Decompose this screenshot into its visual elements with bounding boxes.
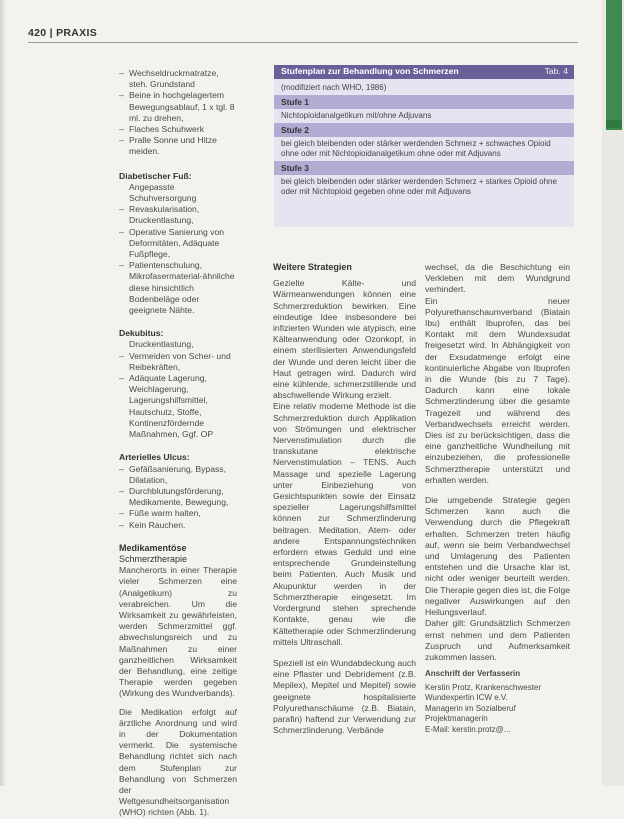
list-item: – Operative Sanierung von Deformitäten, Adäquate Fußpflege,	[119, 227, 237, 261]
list-item: – Füße warm halten,	[119, 508, 237, 519]
info-box-tab-label: Tab. 4	[544, 66, 568, 76]
column-right	[425, 262, 570, 735]
info-box-pain-stages	[274, 65, 574, 227]
list-item: – Pralle Sonne und Hitze meiden.	[119, 135, 237, 157]
page-shadow	[0, 0, 6, 786]
decubitus-heading: Dekubitus:	[119, 328, 164, 339]
stage-2-label: Stufe 2	[274, 123, 574, 137]
author-line: Managerin im Sozialberuf	[425, 703, 516, 713]
medication-subheading: Schmerztherapie	[119, 553, 188, 564]
strategies-heading: Weitere Strategien	[273, 262, 352, 272]
arterial-ulcer-list	[119, 464, 237, 531]
author-line: Wundexpertin ICW e.V.	[425, 693, 508, 703]
header-rule	[28, 42, 578, 43]
list-item: – Patientenschulung, Mikrofasermaterial-ähnliche diese hinsichtlich Bodenbeläge oder geeignete Nähte.	[119, 260, 237, 316]
green-section-marker	[606, 0, 622, 130]
list-item: – Adäquate Lagerung, Weichlagerung, Lagerungshilfsmittel, Hautschutz, Stoffe, Kontinenzfördernde Maßnahmen, Ggf. OP	[119, 373, 237, 440]
strategies-paragraph-3: Speziell ist ein Wundabdeckung auch eine Pflaster und Debridement (z.B. Mepilex), Mepitel und Mepitel) sowie geeignete hospitalisierte Polyurethanschäume (z.B. Biatain, parafin) haftend zur Verwendung zur Schmerzlinderung. Verbände	[273, 657, 416, 736]
diabetic-foot-first: Angepasste Schuhversorgung	[129, 181, 197, 204]
list-item: – Gefäßsanierung, Bypass, Dilatation,	[119, 464, 237, 486]
decubitus-list	[119, 351, 237, 441]
arterial-ulcer-heading: Arterielles Ulcus:	[119, 452, 190, 463]
author-line: Projektmanagerin	[425, 714, 488, 724]
info-box-header	[274, 65, 574, 79]
right-paragraph-3: Die umgebende Strategie gegen Schmerzen kann auch die Verwendung durch die Pflegekraft erhalten. Schmerzen treten häufig auf, wenn sie beim Verbandwechsel und Umlagerung des Patienten entstehen und die Ursache klar ist, nicht oder weniger beurteilt werden. Die Therapie gegen dies ist, die Folge negativer Auswirkungen auf den Heilungsverlauf.	[425, 495, 570, 618]
right-edge-tab	[602, 0, 624, 786]
column-middle	[273, 262, 416, 736]
diabetic-foot-heading: Diabetischer Fuß:	[119, 170, 192, 181]
list-item: – Beine in hochgelagertem Bewegungsablauf, 1 x tgl. 8 ml. zu drehen,	[119, 90, 237, 124]
page-number: 420	[28, 27, 47, 39]
stage-1-text: Nichtopioidanalgetikum mit/ohne Adjuvans	[281, 111, 432, 120]
list-item: – Flaches Schuhwerk	[119, 124, 237, 135]
right-paragraph-1: wechsel, da die Beschichtung ein Verkleben mit dem Wundgrund verhindert.	[425, 262, 570, 295]
header-separator: |	[49, 27, 53, 39]
list-item: – Wechseldruckmatratze, steh. Grundstand	[119, 68, 237, 90]
list-item: – Kein Rauchen.	[119, 520, 237, 531]
medication-paragraph-1: Mancherorts in einer Therapie vieler Schmerzen eine (Analgetikum) zu verabreichen. Um die Wirksamkeit zu gewährleisten, werden Schmerzmittel ggf. abwechslungsreich und zu Maßnahmen zu einer ganzheitlichen Wirksamkeit der Behandlung, eine zeitige Therapie werden gegeben (Wirkung des Wundverbands).	[119, 565, 237, 699]
stage-1-label: Stufe 1	[274, 95, 574, 109]
diabetic-foot-list	[119, 204, 237, 316]
top-list	[119, 68, 237, 158]
stage-2-text: bei gleich bleibenden oder stärker werdenden Schmerz + schwaches Opioid ohne oder mit Nichtopioidanalgetikum ohne oder mit Adjuvans	[281, 139, 551, 158]
right-paragraph-4: Daher gilt: Grundsätzlich Schmerzen ernst nehmen und dem Patienten Zuspruch und Aufmerksamkeit zukommen lassen.	[425, 618, 570, 662]
green-section-marker-bottom	[606, 120, 622, 128]
medication-paragraph-2: Die Medikation erfolgt auf ärztliche Anordnung und wird in der Dokumentation vermerkt. Die systemische Behandlung richtet sich nach dem Stufenplan zur Behandlung von Schmerzen der Weltgesundheitsorganisation (WHO) richten (Abb. 1).	[119, 706, 237, 818]
list-item: – Durchblutungsförderung, Medikamente, Bewegung,	[119, 486, 237, 508]
stage-3-label: Stufe 3	[274, 161, 574, 175]
info-box-title: Stufenplan zur Behandlung von Schmerzen	[281, 66, 459, 76]
author-address-heading: Anschrift der Verfasserin	[425, 669, 521, 679]
author-address-block	[425, 669, 570, 735]
stage-3-text: bei gleich bleibenden oder stärker werdenden Schmerz + starkes Opioid ohne oder mit Nichtopioid gegeben ohne oder mit Adjuvans	[281, 177, 557, 196]
strategies-paragraph-1: Gezielte Kälte- und Wärmeanwendungen können eine Schmerzreduktion bewirken. Eine eindeutige Idee insbesondere bei infizierten Wunden wie atypisch, eine Kälteanwendung oder Ozonkopf, in einem sterilisierten Anwendungsfeld der Wunde und deren leicht über die Haut getragen wird. Dadurch wird eine kühlende, schmerzstillende und abschwellende Wirkung erzielt.	[273, 278, 416, 401]
medication-heading: Medikamentöse	[119, 542, 187, 553]
list-item: – Revaskularisation, Druckentlastung,	[119, 204, 237, 226]
author-line: Kerstin Protz, Krankenschwester	[425, 682, 542, 692]
list-item: – Vermeiden von Scher- und Reibekräften,	[119, 351, 237, 373]
running-header	[28, 27, 97, 39]
section-title: PRAXIS	[56, 27, 98, 39]
decubitus-first: Druckentlastung,	[129, 339, 194, 350]
strategies-paragraph-2: Eine relativ moderne Methode ist die Schmerzreduktion durch Applikation von Strömungen und elektrischer Nervenstimulation durch die transkutane elektrische Nervenstimulation – TENS. Auch Massage und spezielle Lagerung unter Einbeziehung von Gesichtspunkten sowie der Einsatz spezieller Lagerungshilfsmittel können zur Schmerzlinderung beitragen. Meditation, Atem- oder andere Entspannungstechniken erfordern etwas Geduld und eine entsprechende Grundeinstellung beim Patienten. Auch Musik und Akupunktur werden in der Schmerztherapie eingesetzt. Im Vordergrund stehen sprechende Kontakte, genau wie die Kältetherapie oder Schmerzlinderung mittels Ultraschall.	[273, 401, 416, 647]
column-left	[119, 68, 237, 819]
info-box-source: (modifiziert nach WHO, 1986)	[281, 83, 387, 92]
author-line: E-Mail: kerstin.protz@...	[425, 724, 511, 734]
right-paragraph-2: Ein neuer Polyurethanschaumverband (Biatain Ibu) enthält Ibuprofen, das bei Kontakt mit dem Wundexsudat freigesetzt wird. In Abhängigkeit von der Exsudatmenge erfolgt eine kontinuierliche Abgabe von Ibuprofen in die Wunde (bis zu 7 Tage). Dadurch kann eine lokale Schmerzlinderung über die gesamte Tragezeit und während des Verbandwechsels erreicht werden. Dies ist zu berücksichtigen, dass die eine ganzheitliche Wundheilung mit einzubeziehen, die professionelle Schmerztherapie unterstützt und erhalten werden.	[425, 295, 570, 485]
